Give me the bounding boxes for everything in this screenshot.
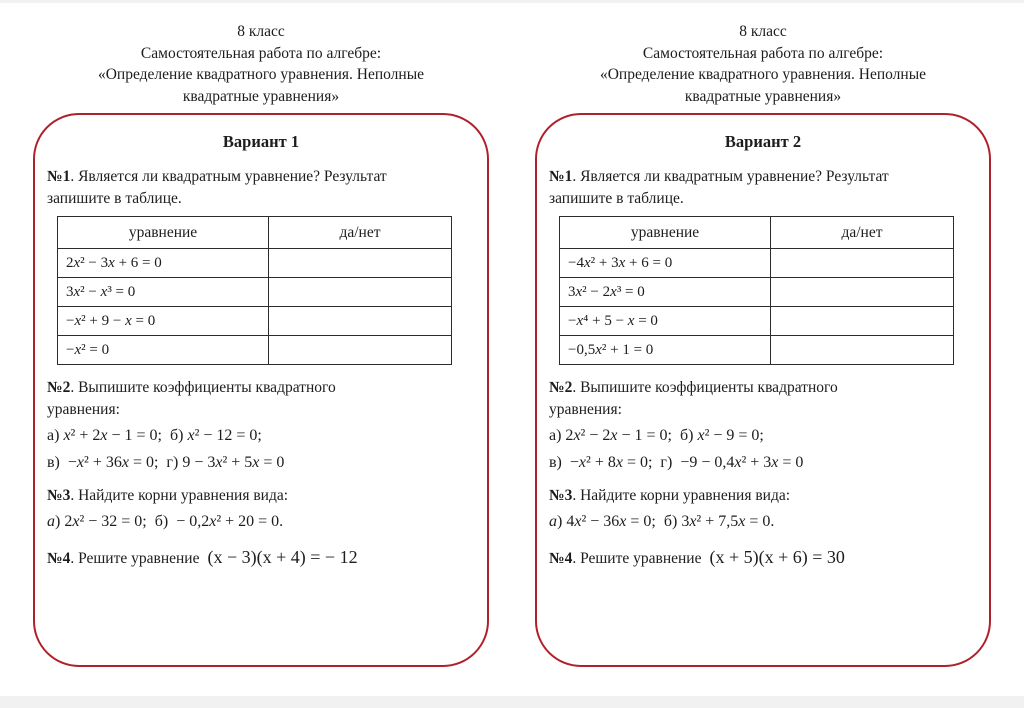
variant2-task1 (549, 166, 979, 210)
task2-equations-line2: в) −x² + 8x = 0; г) −9 − 0,4x² + 3x = 0 (549, 454, 804, 471)
task2-equations-line2: в) −x² + 36x = 0; г) 9 − 3x² + 5x = 0 (47, 454, 285, 471)
column-header-yesno: да/нет (269, 217, 452, 249)
variant1-equations-table (57, 216, 452, 365)
task1-text: . Является ли квадратным уравнение? Результат (572, 168, 889, 185)
task2-text-line1 (47, 377, 477, 399)
task3-text: . Найдите корни уравнения вида: (70, 487, 289, 504)
top-edge-strip (0, 0, 1024, 3)
task4-text: . Решите уравнение (70, 550, 200, 567)
task3-number: №3 (549, 487, 573, 504)
answer-cell (269, 249, 452, 278)
column-header-equation: уравнение (58, 217, 269, 249)
equation-cell: −0,5x² + 1 = 0 (560, 336, 771, 365)
task1-number: №1 (549, 168, 573, 185)
task2-text-line1 (549, 377, 979, 399)
equation-cell: −x² = 0 (58, 336, 269, 365)
task3-text-line1 (549, 485, 979, 507)
task2-text: . Выпишите коэффициенты квадратного (572, 379, 838, 396)
header-grade-line: 8 класс (739, 23, 787, 40)
answer-cell (771, 278, 954, 307)
task4-equation: (х − 3)(х + 4) = − 12 (207, 547, 358, 567)
table-row (58, 307, 452, 336)
table-row (560, 249, 954, 278)
header-topic-line2: квадратные уравнения» (182, 87, 340, 105)
variant1-title: Вариант 1 (222, 132, 300, 151)
variant1-task1 (47, 166, 477, 210)
variant2-task2 (549, 377, 979, 475)
variant1-task4 (47, 546, 477, 570)
equation-cell: 3x² − 2x³ = 0 (560, 278, 771, 307)
header-worktype-line: Самостоятельная работа по алгебре: (642, 44, 884, 62)
task1-text-line1 (549, 166, 979, 188)
equation-cell: 3x² − x³ = 0 (58, 278, 269, 307)
table-header-row (58, 217, 452, 249)
header-grade-line: 8 класс (237, 23, 285, 40)
table-row (58, 249, 452, 278)
task2-text-line2: уравнения: (549, 401, 622, 418)
header-topic-line1: «Определение квадратного уравнения. Неполные (97, 66, 425, 83)
header-variant1 (33, 21, 489, 107)
table-header-row (560, 217, 954, 249)
header-worktype-line: Самостоятельная работа по алгебре: (140, 44, 382, 62)
column-header-yesno: да/нет (771, 217, 954, 249)
task3-number: №3 (47, 487, 71, 504)
variant1-panel (33, 113, 489, 667)
task4-equation: (х + 5)(х + 6) = 30 (709, 547, 845, 567)
table-row (58, 278, 452, 307)
answer-cell (269, 307, 452, 336)
task2-number: №2 (47, 379, 71, 396)
table-row (560, 307, 954, 336)
variant2-equations-table (559, 216, 954, 365)
variant2-task4 (549, 546, 979, 570)
variant2-panel (535, 113, 991, 667)
task1-text-line1 (47, 166, 477, 188)
equation-cell: −x² + 9 − x = 0 (58, 307, 269, 336)
variant2-task3 (549, 485, 979, 534)
answer-cell (269, 336, 452, 365)
bottom-edge-strip (0, 696, 1024, 708)
task2-equations-line1: а) x² + 2x − 1 = 0; б) x² − 12 = 0; (47, 427, 262, 444)
equation-cell: −x⁴ + 5 − x = 0 (560, 307, 771, 336)
task1-text: . Является ли квадратным уравнение? Результат (70, 168, 387, 185)
variant2-title: Вариант 2 (724, 132, 802, 151)
task3-text-line1 (47, 485, 477, 507)
header-topic-line2: квадратные уравнения» (684, 87, 842, 105)
task3-equations-line1: a) 4x² − 36x = 0; б) 3x² + 7,5x = 0. (549, 513, 775, 530)
header-variant2 (535, 21, 991, 107)
equation-cell: 2x² − 3x + 6 = 0 (58, 249, 269, 278)
variant1-task2 (47, 377, 477, 475)
task1-text-line2: запишите в таблице. (47, 190, 182, 207)
table-row (58, 336, 452, 365)
answer-cell (771, 307, 954, 336)
answer-cell (771, 336, 954, 365)
task2-number: №2 (549, 379, 573, 396)
variant1-task3 (47, 485, 477, 534)
task4-text: . Решите уравнение (572, 550, 702, 567)
equation-cell: −4x² + 3x + 6 = 0 (560, 249, 771, 278)
task2-text-line2: уравнения: (47, 401, 120, 418)
task3-text: . Найдите корни уравнения вида: (572, 487, 791, 504)
task2-text: . Выпишите коэффициенты квадратного (70, 379, 336, 396)
header-topic-line1: «Определение квадратного уравнения. Неполные (599, 66, 927, 83)
task1-number: №1 (47, 168, 71, 185)
task1-text-line2: запишите в таблице. (549, 190, 684, 207)
table-row (560, 336, 954, 365)
task2-equations-line1: а) 2x² − 2x − 1 = 0; б) x² − 9 = 0; (549, 427, 764, 444)
table-row (560, 278, 954, 307)
answer-cell (269, 278, 452, 307)
task4-number: №4 (549, 550, 573, 567)
answer-cell (771, 249, 954, 278)
column-header-equation: уравнение (560, 217, 771, 249)
task3-equations-line1: a) 2x² − 32 = 0; б) − 0,2x² + 20 = 0. (47, 513, 284, 530)
task4-number: №4 (47, 550, 71, 567)
